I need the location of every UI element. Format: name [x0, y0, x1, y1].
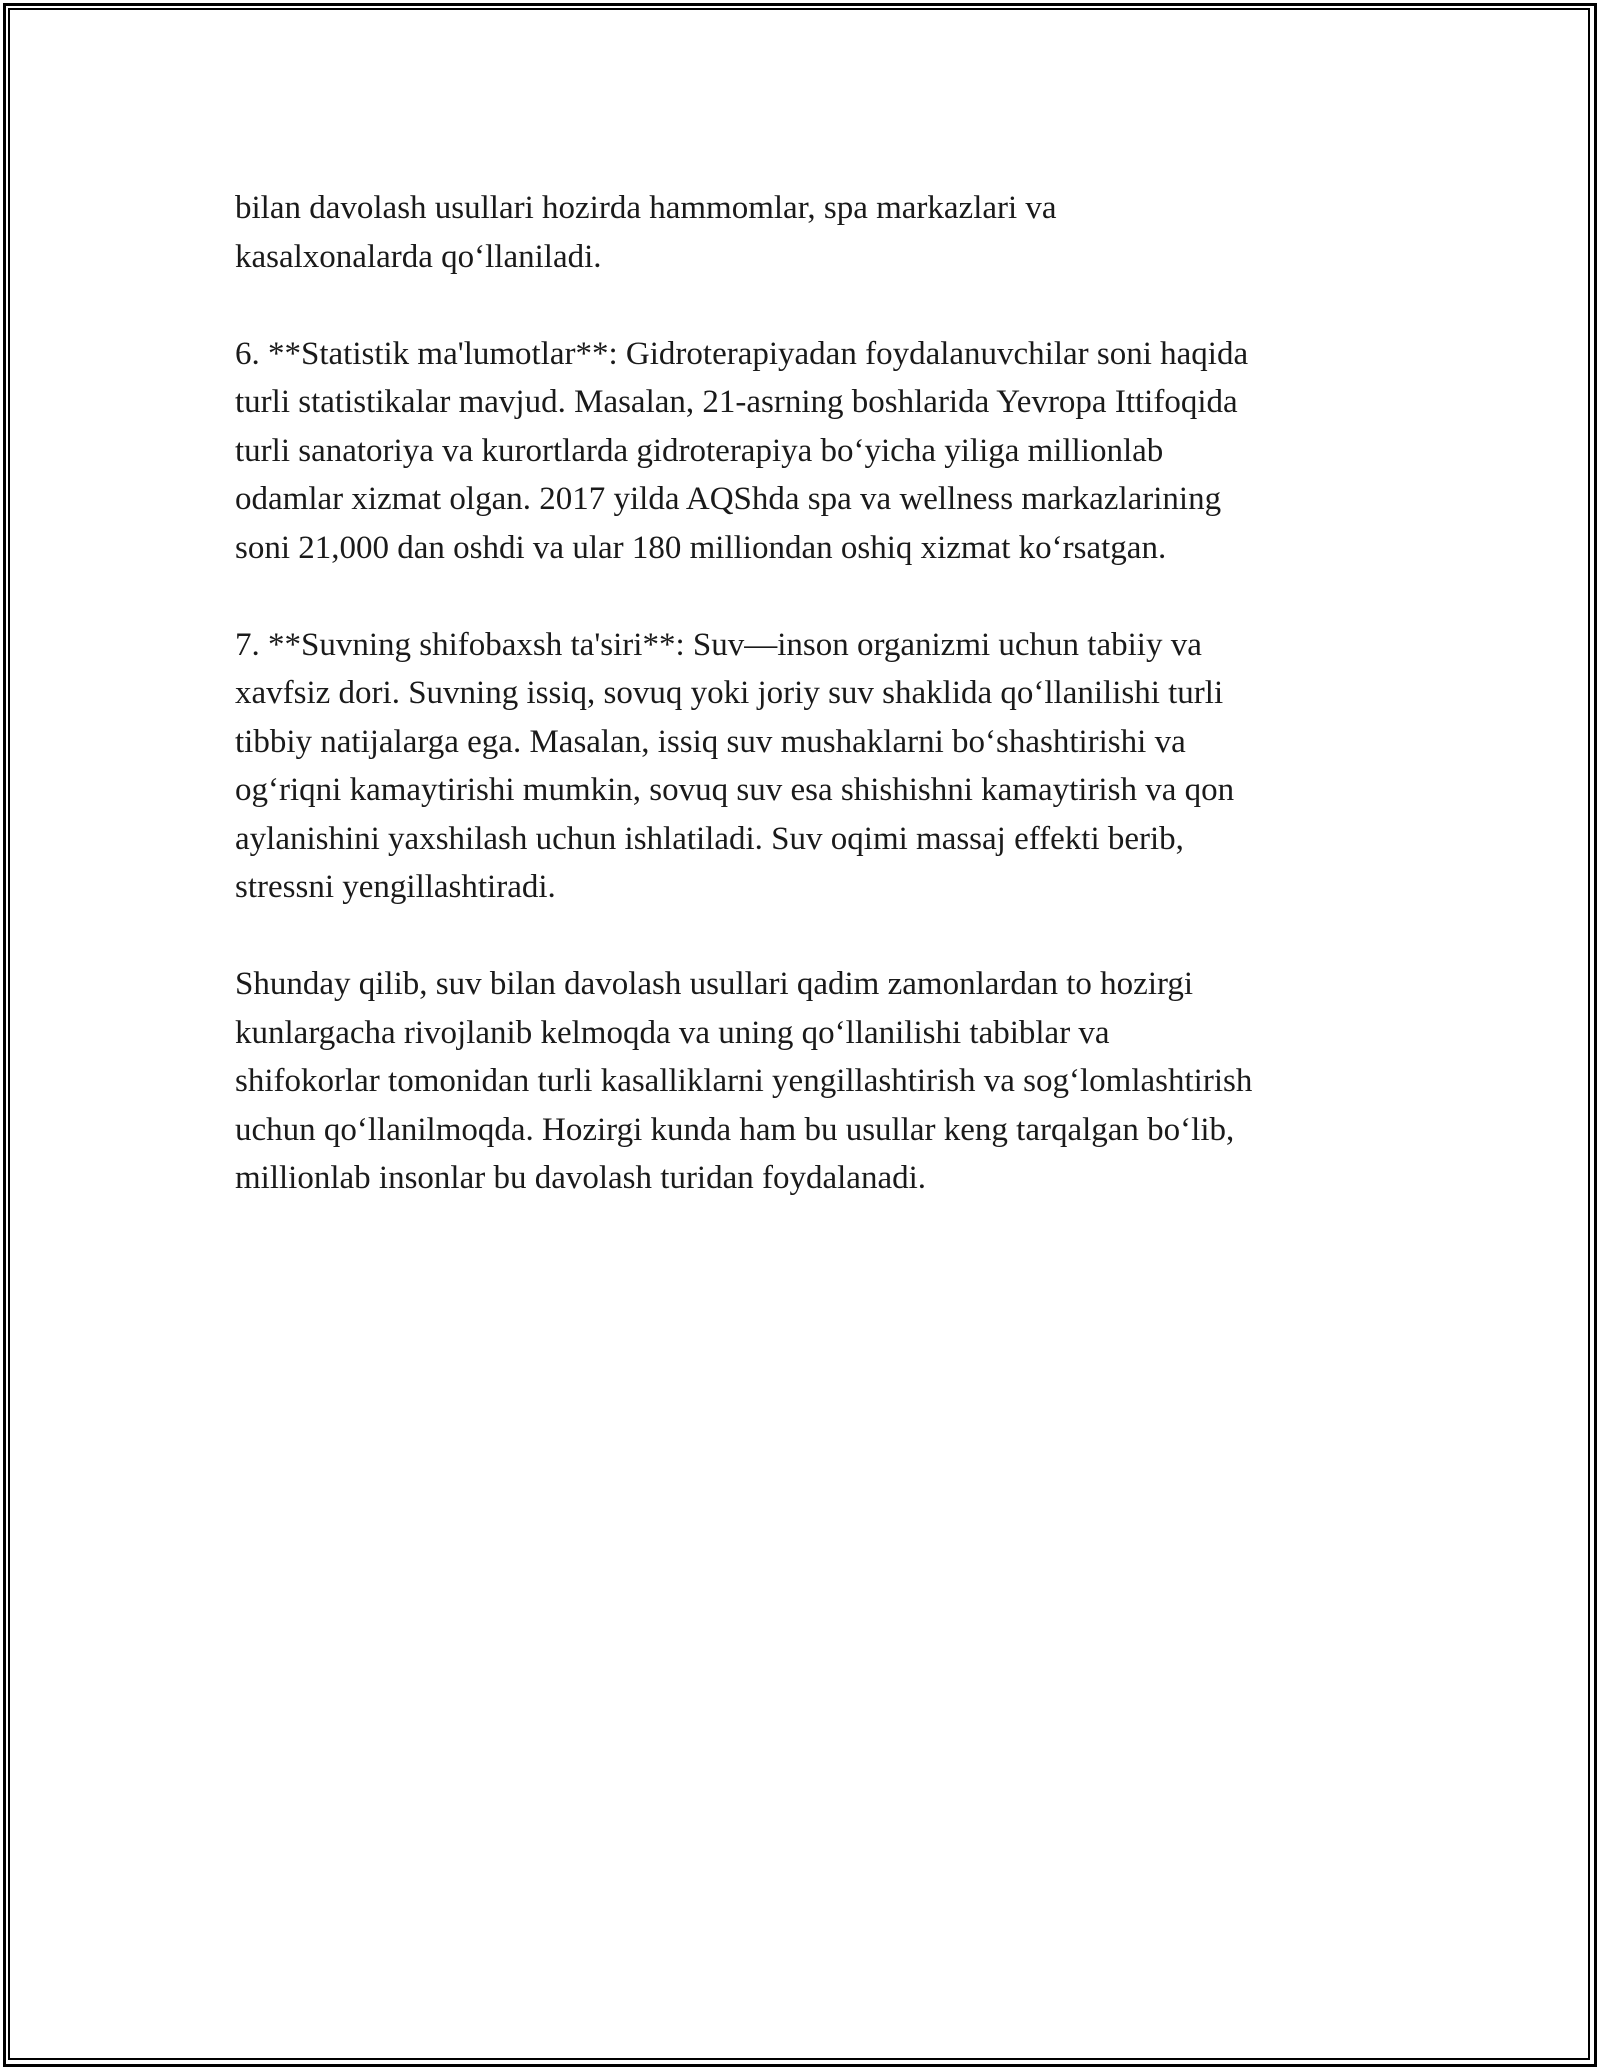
text-line: shifokorlar tomonidan turli kasalliklarni yengillashtirish va sog‘lomlashtirish [235, 1063, 1253, 1099]
paragraph-spacer [235, 281, 1395, 330]
text-line: 6. **Statistik ma'lumotlar**: Gidroterapiyadan foydalanuvchilar soni haqida [235, 335, 1249, 372]
paragraph-statistics [235, 330, 1395, 573]
text-line: og‘riqni kamaytirishi mumkin, sovuq suv esa shishishni kamaytirish va qon [235, 772, 1235, 808]
text-line: millionlab insonlar bu davolash turidan foydalanadi. [235, 1160, 927, 1196]
text-line: stressni yengillashtiradi. [235, 869, 556, 905]
text-line: turli sanatoriya va kurortlarda gidroterapiya bo‘yicha yiliga millionlab [235, 432, 1164, 469]
text-line: odamlar xizmat olgan. 2017 yilda AQShda spa va wellness markazlarining [235, 481, 1222, 517]
text-line: Shunday qilib, suv bilan davolash usullari qadim zamonlardan to hozirgi [235, 966, 1194, 1002]
text-line: tibbiy natijalarga ega. Masalan, issiq suv mushaklarni bo‘shashtirishi va [235, 723, 1186, 760]
text-line: kasalxonalarda qo‘llaniladi. [235, 238, 602, 275]
text-line: aylanishini yaxshilash uchun ishlatiladi. Suv oqimi massaj effekti berib, [235, 820, 1184, 857]
text-line: uchun qo‘llanilmoqda. Hozirgi kunda ham bu usullar keng tarqalgan bo‘lib, [235, 1111, 1235, 1148]
text-line: turli statistikalar mavjud. Masalan, 21-asrning boshlarida Yevropa Ittifoqida [235, 384, 1238, 420]
paragraph-conclusion [235, 960, 1395, 1203]
paragraph-spacer [235, 572, 1395, 621]
paragraph-continuation [235, 184, 1395, 281]
paragraph-healing-effect [235, 621, 1395, 912]
text-line: soni 21,000 dan oshdi va ular 180 milliondan oshiq xizmat ko‘rsatgan. [235, 529, 1167, 566]
document-body [235, 184, 1395, 1203]
text-line: 7. **Suvning shifobaxsh ta'siri**: Suv—inson organizmi uchun tabiiy va [235, 626, 1202, 663]
text-line: kunlargacha rivojlanib kelmoqda va uning qo‘llanilishi tabiblar va [235, 1014, 1110, 1051]
paragraph-spacer [235, 912, 1395, 961]
text-line: bilan davolash usullari hozirda hammomlar, spa markazlari va [235, 190, 1057, 226]
text-line: xavfsiz dori. Suvning issiq, sovuq yoki joriy suv shaklida qo‘llanilishi turli [235, 675, 1224, 711]
